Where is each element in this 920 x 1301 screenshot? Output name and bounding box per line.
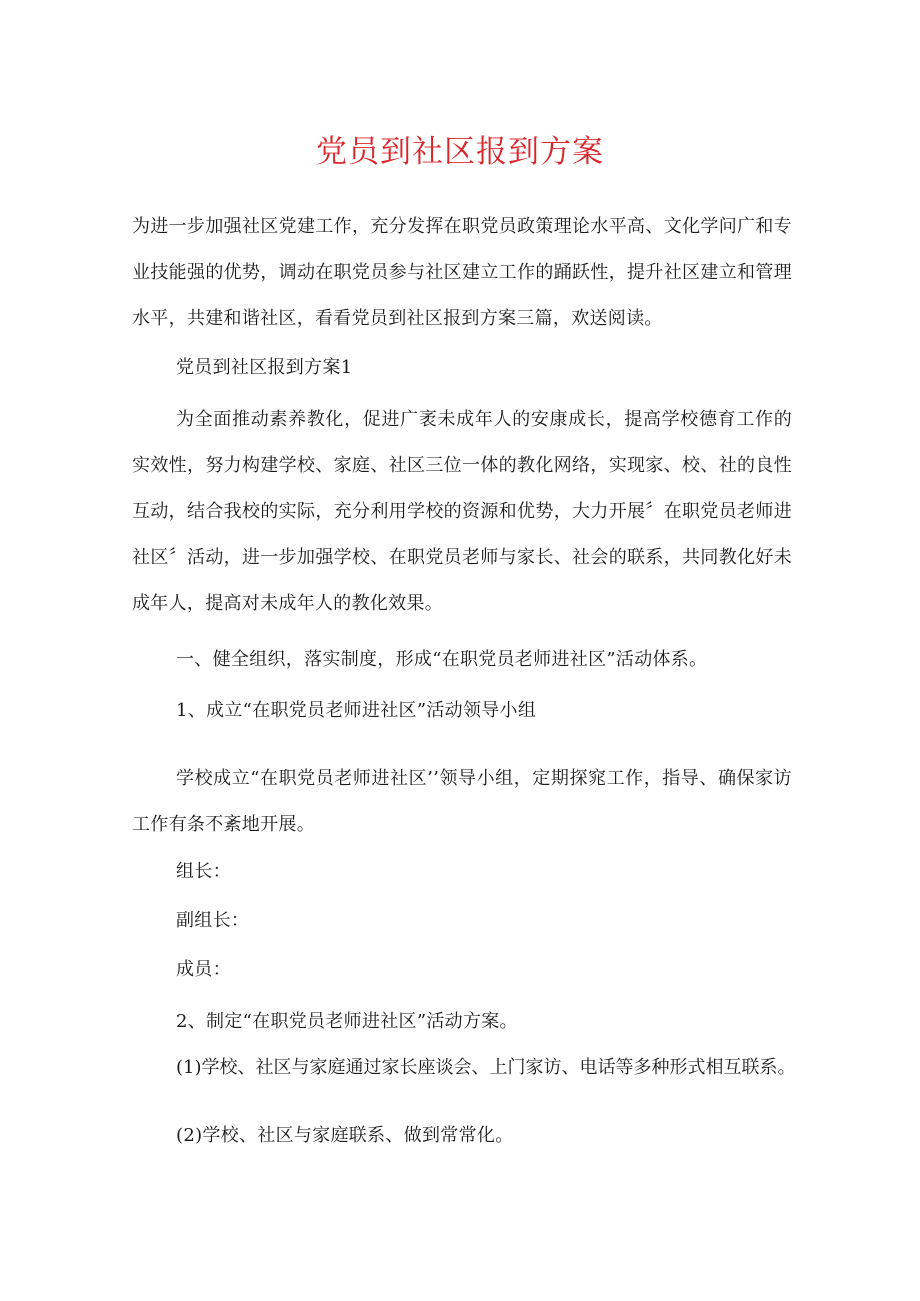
intro-paragraph: 为进一步加强社区党建工作，充分发挥在职党员政策理论水平高、文化学问广和专业技能强的优势，调动在职党员参与社区建立工作的踊跃性，提升社区建立和管理水平，共建和谐社区，看看党员到社区报到方案三篇，欢送阅读。 <box>132 216 792 329</box>
members-label: 成员： <box>176 959 231 980</box>
sub-item-1: (1)学校、社区与家庭通过家长座谈会、上门家访、电话等多种形式相互联系。 <box>176 1057 796 1078</box>
leader-label: 组长： <box>176 861 231 882</box>
body-paragraph-2: 学校成立“在职党员老师进社区’’领导小组，定期探窕工作，指导、确保家访工作有条不紊地开展。 <box>132 768 792 835</box>
list-item-2: 2、制定“在职党员老师进社区”活动方案。 <box>176 1011 518 1032</box>
sub-item-2: (2)学校、社区与家庭联系、做到常常化。 <box>176 1125 514 1146</box>
section-heading: 党员到社区报到方案1 <box>176 357 353 378</box>
vice-leader-label: 副组长： <box>176 910 250 931</box>
body-paragraph-1: 为全面推动素养教化，促进广袤未成年人的安康成长，提高学校德育工作的实效性，努力构建学校、家庭、社区三位一体的教化网络，实现家、校、社的良性互动，结合我校的实际，充分利用学校的资源和优势，大力开展〞在职党员老师进社区〞活动，进一步加强学校、在职党员老师与家长、社会的联系，共同教化好未成年人，提高对未成年人的教化效果。 <box>132 409 792 614</box>
list-item-1: 1、成立“在职党员老师进社区”活动领导小组 <box>176 700 537 721</box>
document-title: 党员到社区报到方案 <box>316 134 604 170</box>
heading-1: 一、健全组织，落实制度，形成“在职党员老师进社区”活动体系。 <box>176 649 708 670</box>
